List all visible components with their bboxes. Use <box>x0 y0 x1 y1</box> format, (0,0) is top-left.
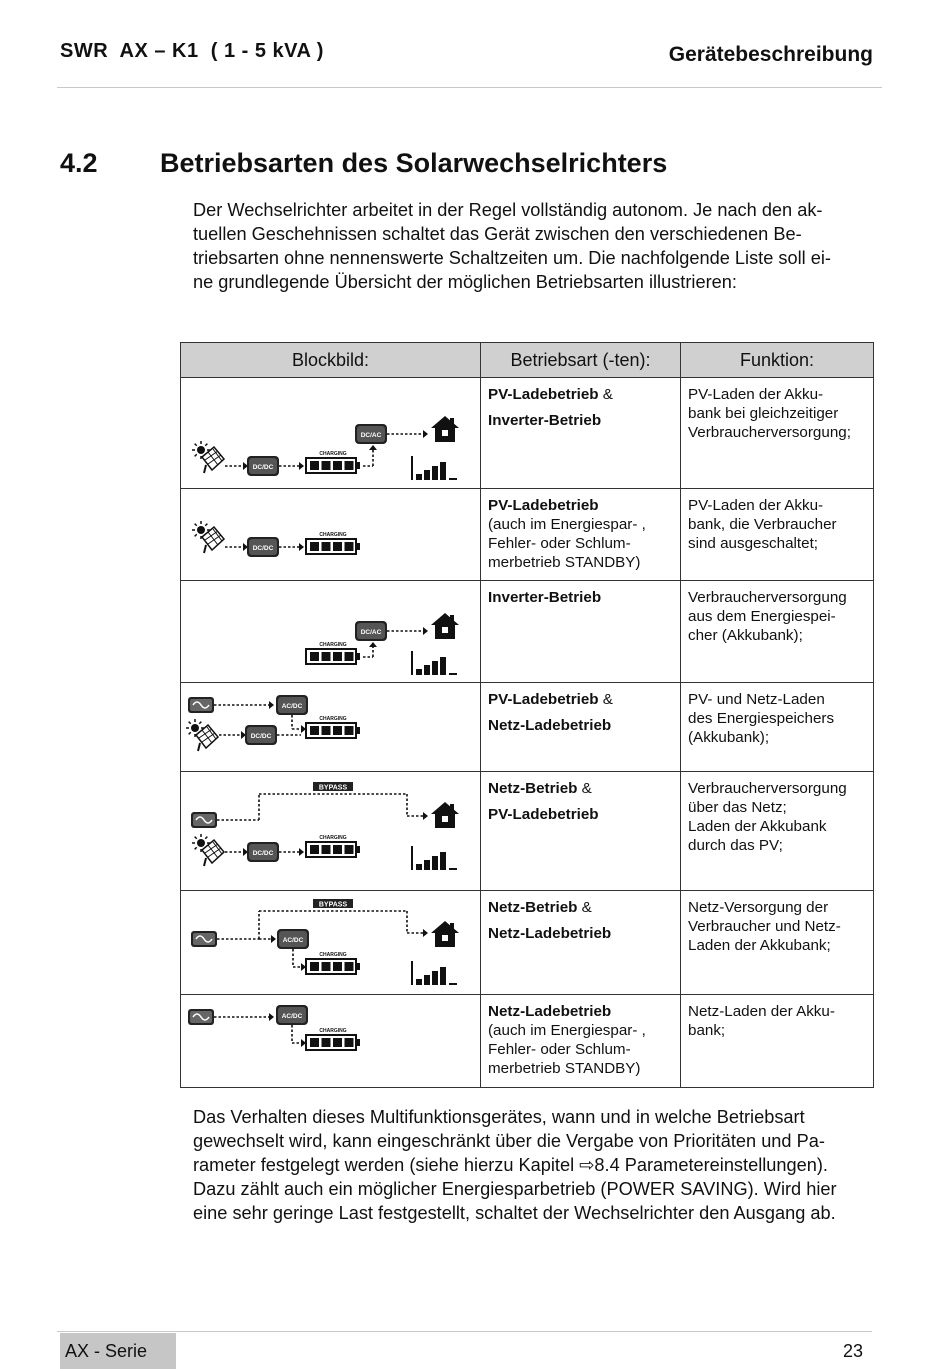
svg-text:DC/DC: DC/DC <box>252 464 274 471</box>
table-row <box>181 891 874 995</box>
house-icon <box>431 802 459 828</box>
svg-text:CHARGING: CHARGING <box>319 716 347 722</box>
mode-note: Fehler- oder Schlum- <box>488 535 631 552</box>
intro-line: Der Wechselrichter arbeitet in der Regel vollständig autonom. Je nach den ak- <box>193 200 823 220</box>
svg-text:CHARGING: CHARGING <box>319 451 347 457</box>
table-row <box>181 995 874 1088</box>
svg-text:CHARGING: CHARGING <box>319 952 347 958</box>
intro-line: ne grundlegende Übersicht der möglichen Betriebsarten illustrieren: <box>193 272 737 292</box>
block-diagram <box>181 683 481 771</box>
svg-text:CHARGING: CHARGING <box>319 835 347 841</box>
mode-name: Netz-Betrieb <box>488 899 578 916</box>
function-cell <box>681 772 874 891</box>
function-line: über das Netz; <box>688 799 787 816</box>
intro-line: tuellen Geschehnissen schaltet das Gerät zwischen den verschiedenen Be- <box>193 224 802 244</box>
mode-line <box>488 924 674 943</box>
mode-line <box>488 411 674 430</box>
block-diagram-cell <box>181 581 481 683</box>
table-header-row <box>181 343 874 378</box>
outro-line: gewechselt wird, kann eingeschränkt über die Vergabe von Prioritäten und Pa- <box>193 1131 825 1151</box>
solar-panel-icon <box>192 441 224 473</box>
mode-note: merbetrieb STANDBY) <box>488 1060 641 1077</box>
mode-note: merbetrieb STANDBY) <box>488 554 641 571</box>
outro-line: eine sehr geringe Last festgestellt, schaltet der Wechselrichter den Ausgang ab. <box>193 1203 836 1223</box>
mode-line <box>488 898 674 917</box>
mode-line <box>488 805 674 824</box>
function-line: PV-Laden der Akku- <box>688 386 824 403</box>
load-level-icon <box>411 456 457 480</box>
section-title: Betriebsarten des Solarwechselrichters <box>160 148 668 178</box>
operating-mode-cell <box>481 378 681 489</box>
svg-text:BYPASS: BYPASS <box>318 784 348 792</box>
outro-line: rameter festgelegt werden (siehe hierzu Kapitel ⇨8.4 Parametereinstellungen). <box>193 1155 828 1175</box>
table-row <box>181 581 874 683</box>
battery-icon <box>306 1028 360 1050</box>
function-line: des Energiespeichers <box>688 710 835 727</box>
intro-line: triebsarten ohne nennenswerte Schaltzeiten um. Die nachfolgende Liste soll ei- <box>193 248 831 268</box>
table-row <box>181 489 874 581</box>
battery-icon <box>306 532 360 554</box>
function-line: (Akkubank); <box>688 729 770 746</box>
operating-mode-cell <box>481 995 681 1088</box>
header-blockbild: Blockbild: <box>181 343 481 378</box>
function-line: cher (Akkubank); <box>688 627 803 644</box>
spacer <box>488 917 674 924</box>
battery-icon <box>306 716 360 738</box>
mode-note: Fehler- oder Schlum- <box>488 1041 631 1058</box>
footer-series: AX - Serie <box>60 1333 176 1369</box>
operating-mode-cell <box>481 891 681 995</box>
function-line: Netz-Laden der Akku- <box>688 1003 835 1020</box>
house-icon <box>431 613 459 639</box>
mode-name: PV-Ladebetrieb <box>488 386 599 403</box>
function-cell <box>681 489 874 581</box>
page-number: 23 <box>842 1341 863 1361</box>
function-line: Laden der Akkubank; <box>688 937 831 954</box>
mode-line <box>488 690 674 709</box>
svg-text:AC/DC: AC/DC <box>282 937 304 944</box>
dc-dc-converter <box>247 842 279 862</box>
block-diagram <box>181 995 481 1087</box>
grid-icon <box>188 1009 214 1025</box>
mode-suffix: & <box>598 386 613 403</box>
function-cell <box>681 683 874 772</box>
load-level-icon <box>411 846 457 870</box>
mode-name: Netz-Ladebetrieb <box>488 925 612 942</box>
load-level-icon <box>411 961 457 985</box>
outro-paragraph <box>193 1105 873 1225</box>
mode-line <box>488 588 674 607</box>
block-diagram-cell <box>181 995 481 1088</box>
function-line: Verbraucherversorgung <box>688 780 847 797</box>
battery-icon <box>306 952 360 974</box>
ac-dc-charger <box>276 695 308 715</box>
ac-dc-charger <box>277 929 309 949</box>
mode-note: (auch im Energiespar- , <box>488 516 646 533</box>
operating-mode-cell <box>481 489 681 581</box>
mode-name: Netz-Ladebetrieb <box>488 717 612 734</box>
dc-ac-inverter <box>355 621 387 641</box>
function-line: aus dem Energiespei- <box>688 608 836 625</box>
house-icon <box>431 416 459 442</box>
mode-line <box>488 385 674 404</box>
mode-name: Inverter-Betrieb <box>488 589 602 606</box>
battery-icon <box>306 642 360 664</box>
operating-mode-cell <box>481 683 681 772</box>
svg-text:DC/AC: DC/AC <box>360 432 382 439</box>
operating-mode-cell <box>481 772 681 891</box>
header-betriebsart: Betriebsart (-ten): <box>481 343 681 378</box>
spacer <box>488 709 674 716</box>
svg-text:CHARGING: CHARGING <box>319 642 347 648</box>
block-diagram-cell <box>181 683 481 772</box>
mode-suffix: & <box>577 899 592 916</box>
function-line: Netz-Versorgung der <box>688 899 829 916</box>
function-cell <box>681 581 874 683</box>
mode-name: PV-Ladebetrieb <box>488 497 599 514</box>
battery-icon <box>306 835 360 857</box>
dc-dc-converter <box>247 456 279 476</box>
mode-line <box>488 716 674 735</box>
svg-text:CHARGING: CHARGING <box>319 1028 347 1034</box>
load-level-icon <box>411 651 457 675</box>
block-diagram <box>181 891 481 994</box>
function-line: sind ausgeschaltet; <box>688 535 819 552</box>
function-line: bank; <box>688 1022 726 1039</box>
grid-icon <box>188 697 214 713</box>
header-left: SWR AX – K1 ( 1 - 5 kVA ) <box>60 40 324 62</box>
solar-panel-icon <box>192 834 224 866</box>
bypass-label <box>313 899 353 908</box>
block-diagram-cell <box>181 489 481 581</box>
spacer <box>488 404 674 411</box>
outro-line: Dazu zählt auch ein möglicher Energiesparbetrieb (POWER SAVING). Wird hier <box>193 1179 837 1199</box>
bypass-label <box>313 782 353 791</box>
svg-text:BYPASS: BYPASS <box>318 901 348 909</box>
operating-mode-cell <box>481 581 681 683</box>
mode-name: PV-Ladebetrieb <box>488 806 599 823</box>
header-rule <box>57 87 882 88</box>
function-line: bank, die Verbraucher <box>688 516 837 533</box>
svg-text:CHARGING: CHARGING <box>319 532 347 538</box>
block-diagram-cell <box>181 378 481 489</box>
outro-line: Das Verhalten dieses Multifunktionsgerätes, wann und in welche Betriebsart <box>193 1107 805 1127</box>
block-diagram <box>181 772 481 890</box>
spacer <box>488 798 674 805</box>
function-line: Laden der Akkubank <box>688 818 827 835</box>
block-diagram-cell <box>181 891 481 995</box>
dc-dc-converter <box>247 537 279 557</box>
mode-name: Netz-Ladebetrieb <box>488 1003 612 1020</box>
table-row <box>181 378 874 489</box>
mode-line <box>488 779 674 798</box>
ac-dc-charger <box>276 1005 308 1025</box>
solar-panel-icon <box>186 719 218 751</box>
function-line: durch das PV; <box>688 837 783 854</box>
header-funktion: Funktion: <box>681 343 874 378</box>
mode-note: (auch im Energiespar- , <box>488 1022 646 1039</box>
function-cell <box>681 891 874 995</box>
mode-suffix: & <box>577 780 592 797</box>
dc-ac-inverter <box>355 424 387 444</box>
grid-icon <box>191 931 217 947</box>
svg-text:DC/DC: DC/DC <box>250 733 272 740</box>
mode-line <box>488 496 674 515</box>
function-line: Verbraucherversorgung; <box>688 424 851 441</box>
mode-name: Inverter-Betrieb <box>488 412 602 429</box>
operating-modes-table <box>180 342 874 1088</box>
svg-text:AC/DC: AC/DC <box>281 1013 303 1020</box>
function-line: bank bei gleichzeitiger <box>688 405 839 422</box>
svg-text:DC/DC: DC/DC <box>252 545 274 552</box>
dc-dc-converter <box>245 725 277 745</box>
block-diagram <box>181 489 481 580</box>
table-row <box>181 683 874 772</box>
footer-rule <box>57 1331 872 1332</box>
block-diagram <box>181 581 481 682</box>
mode-line <box>488 1002 674 1021</box>
svg-text:DC/AC: DC/AC <box>360 629 382 636</box>
mode-suffix: & <box>598 691 613 708</box>
svg-text:AC/DC: AC/DC <box>281 703 303 710</box>
section-number: 4.2 <box>60 148 98 178</box>
solar-panel-icon <box>192 521 224 553</box>
block-diagram <box>181 378 481 488</box>
function-cell <box>681 995 874 1088</box>
table-row <box>181 772 874 891</box>
function-line: Verbraucher und Netz- <box>688 918 841 935</box>
intro-paragraph <box>193 198 873 294</box>
house-icon <box>431 921 459 947</box>
function-line: Verbraucherversorgung <box>688 589 847 606</box>
block-diagram-cell <box>181 772 481 891</box>
mode-name: PV-Ladebetrieb <box>488 691 599 708</box>
svg-text:DC/DC: DC/DC <box>252 850 274 857</box>
battery-icon <box>306 451 360 473</box>
grid-icon <box>191 812 217 828</box>
mode-name: Netz-Betrieb <box>488 780 578 797</box>
function-line: PV- und Netz-Laden <box>688 691 825 708</box>
function-cell <box>681 378 874 489</box>
function-line: PV-Laden der Akku- <box>688 497 824 514</box>
header-right: Gerätebeschreibung <box>668 43 873 66</box>
